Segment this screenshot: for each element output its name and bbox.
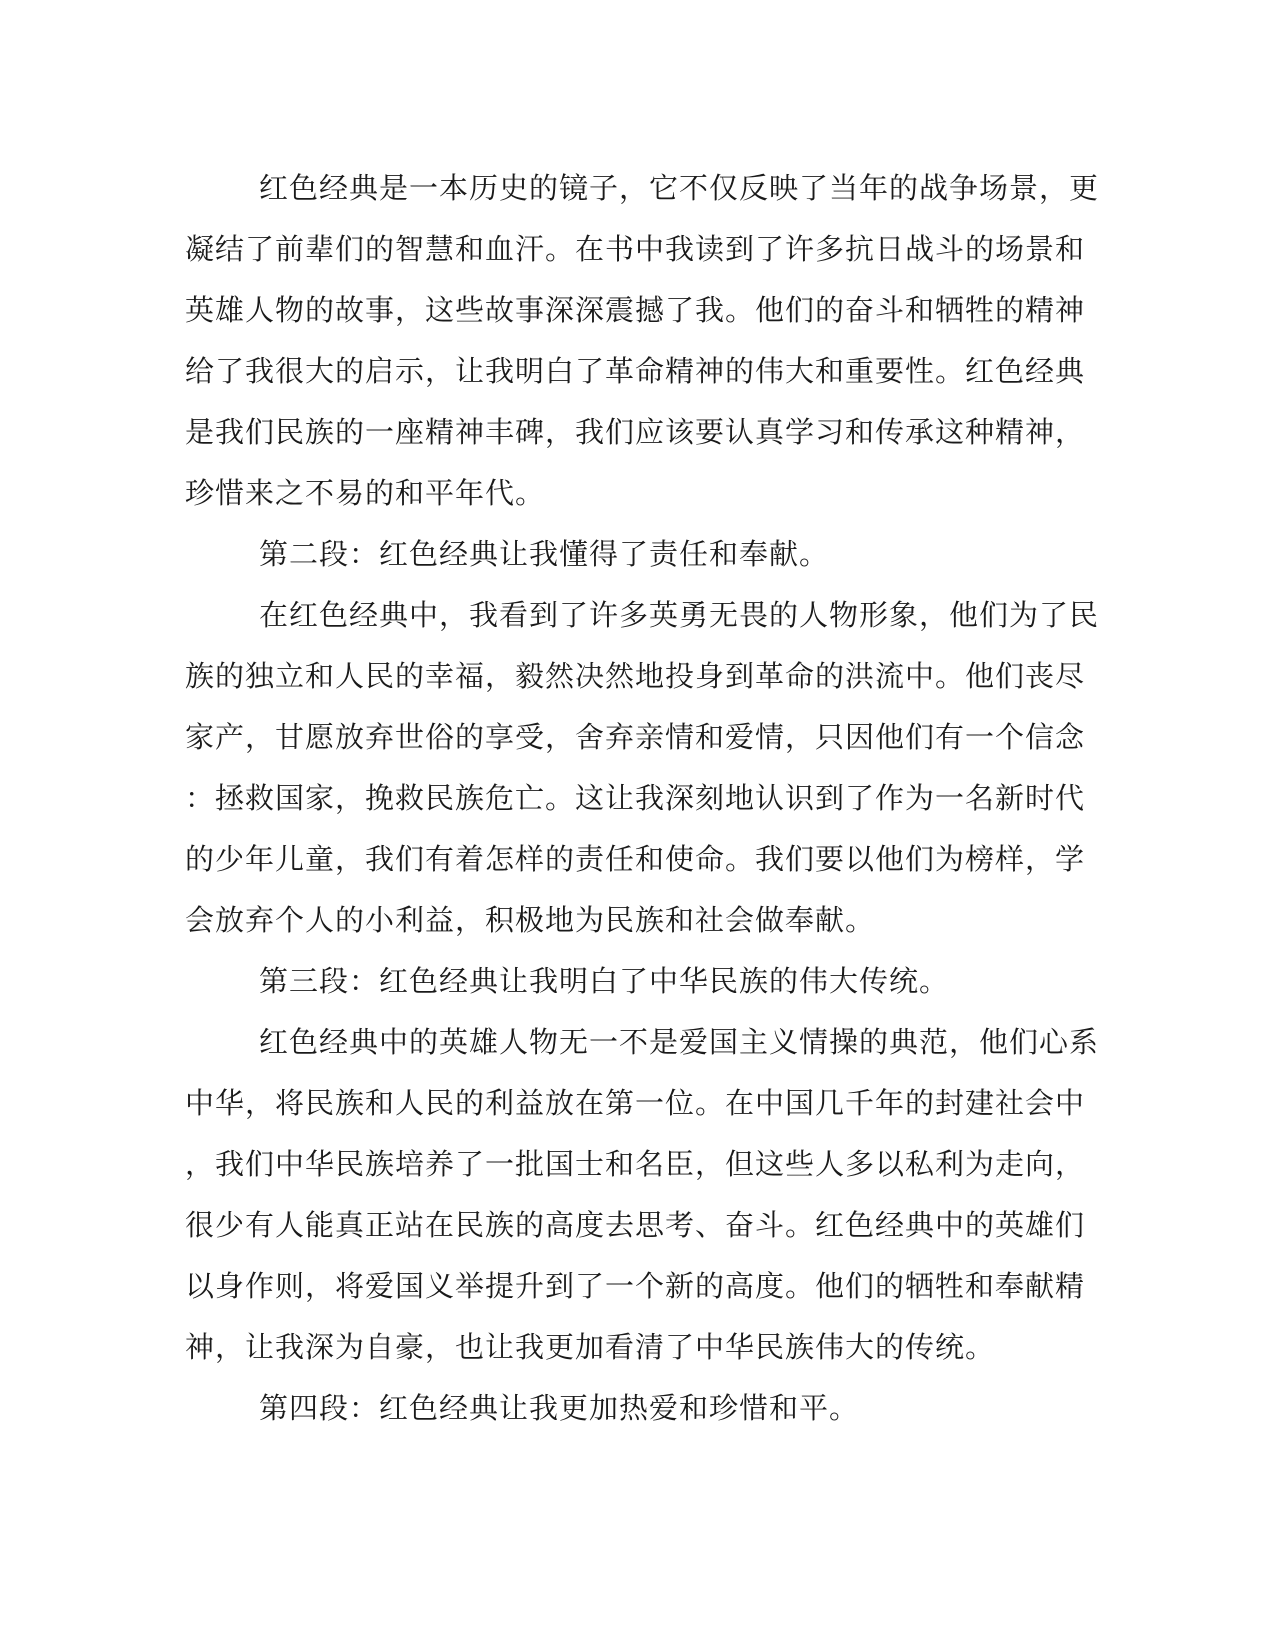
paragraph-3-line: 以身作则，将爱国义举提升到了一个新的高度。他们的牺牲和奉献精 (185, 1269, 1086, 1303)
section-heading-4: 第四段：红色经典让我更加热爱和珍惜和平。 (259, 1391, 860, 1425)
paragraph-3-line: ，我们中华民族培养了一批国士和名臣，但这些人多以私利为走向， (185, 1147, 1086, 1181)
paragraph-2-line: 族的独立和人民的幸福，毅然决然地投身到革命的洪流中。他们丧尽 (185, 659, 1086, 693)
paragraph-2-line: 在红色经典中，我看到了许多英勇无畏的人物形象，他们为了民 (259, 598, 1100, 632)
paragraph-1-line: 英雄人物的故事，这些故事深深震撼了我。他们的奋斗和牺牲的精神 (185, 293, 1086, 327)
paragraph-3-line: 红色经典中的英雄人物无一不是爱国主义情操的典范，他们心系 (259, 1025, 1100, 1059)
paragraph-1-line: 珍惜来之不易的和平年代。 (185, 476, 546, 510)
paragraph-3-line: 很少有人能真正站在民族的高度去思考、奋斗。红色经典中的英雄们 (185, 1208, 1086, 1242)
paragraph-2-line: 家产，甘愿放弃世俗的享受，舍弃亲情和爱情，只因他们有一个信念 (185, 720, 1086, 754)
section-heading-2: 第二段：红色经典让我懂得了责任和奉献。 (259, 537, 830, 571)
paragraph-2-line: ：拯救国家，挽救民族危亡。这让我深刻地认识到了作为一名新时代 (185, 781, 1086, 815)
paragraph-1-line: 给了我很大的启示，让我明白了革命精神的伟大和重要性。红色经典 (185, 354, 1086, 388)
paragraph-2-line: 会放弃个人的小利益，积极地为民族和社会做奉献。 (185, 903, 876, 937)
paragraph-2-line: 的少年儿童，我们有着怎样的责任和使命。我们要以他们为榜样，学 (185, 842, 1086, 876)
section-heading-3: 第三段：红色经典让我明白了中华民族的伟大传统。 (259, 964, 950, 998)
paragraph-1-line: 红色经典是一本历史的镜子，它不仅反映了当年的战争场景，更 (259, 171, 1100, 205)
paragraph-3-line: 神，让我深为自豪，也让我更加看清了中华民族伟大的传统。 (185, 1330, 996, 1364)
paragraph-3-line: 中华，将民族和人民的利益放在第一位。在中国几千年的封建社会中 (185, 1086, 1086, 1120)
paragraph-1-line: 凝结了前辈们的智慧和血汗。在书中我读到了许多抗日战斗的场景和 (185, 232, 1086, 266)
paragraph-1-line: 是我们民族的一座精神丰碑，我们应该要认真学习和传承这种精神， (185, 415, 1086, 449)
document-body (185, 158, 1100, 1439)
